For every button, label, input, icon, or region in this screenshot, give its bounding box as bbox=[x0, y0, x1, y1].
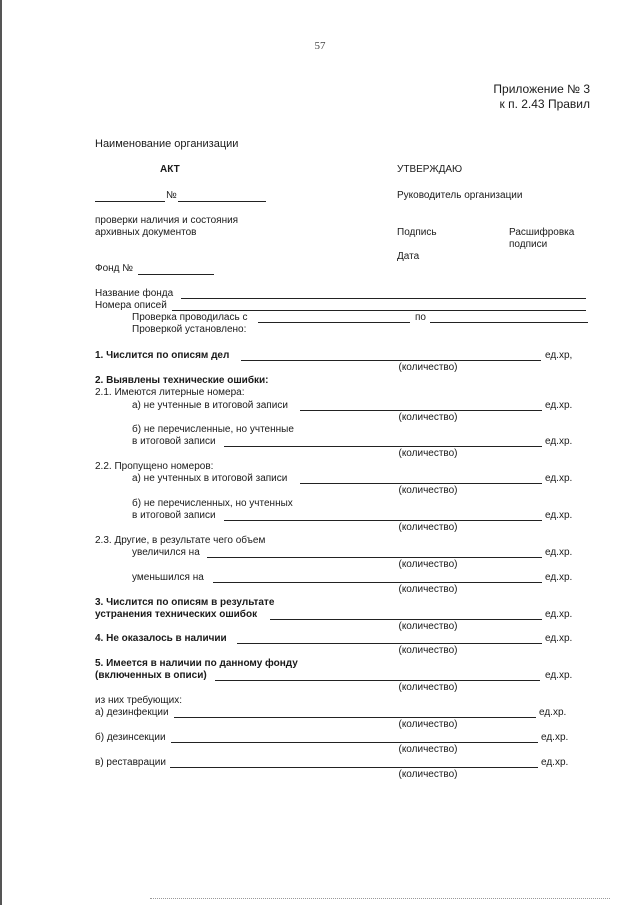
fund-number-line bbox=[138, 274, 214, 275]
check-to-line bbox=[430, 322, 588, 323]
section-5-unit: ед.хр. bbox=[545, 670, 573, 681]
approval-title: УТВЕРЖДАЮ bbox=[397, 164, 463, 175]
approval-head: Руководитель организации bbox=[397, 190, 523, 201]
section-2-label: 2. Выявлены технические ошибки: bbox=[95, 375, 269, 386]
bottom-scan-line bbox=[150, 898, 610, 899]
section-2-1b-unit: ед.хр. bbox=[545, 436, 573, 447]
section-2-1-label: 2.1. Имеются литерные номера: bbox=[95, 387, 245, 398]
section-2-2b-unit: ед.хр. bbox=[545, 510, 573, 521]
quantity-caption: (количество) bbox=[398, 719, 458, 730]
org-name-label: Наименование организации bbox=[95, 138, 239, 150]
section-1-label: 1. Числится по описям дел bbox=[95, 350, 230, 361]
quantity-caption: (количество) bbox=[398, 584, 458, 595]
quantity-caption: (количество) bbox=[398, 682, 458, 693]
fund-name-label: Название фонда bbox=[95, 288, 174, 299]
quantity-caption: (количество) bbox=[398, 485, 458, 496]
section-3-unit: ед.хр. bbox=[545, 609, 573, 620]
section-2-1b-label-2: в итоговой записи bbox=[132, 436, 216, 447]
act-subject-line-1: проверки наличия и состояния bbox=[95, 215, 239, 226]
section-3-line bbox=[270, 619, 542, 620]
section-2-1a-label: а) не учтенные в итоговой записи bbox=[132, 400, 288, 411]
check-period-label: Проверка проводилась с bbox=[132, 312, 248, 323]
page-edge bbox=[0, 0, 2, 905]
fund-number-label: Фонд № bbox=[95, 263, 134, 274]
page-number: 57 bbox=[314, 40, 326, 52]
disinfection-label: а) дезинфекции bbox=[95, 707, 169, 718]
section-2-1b-label-1: б) не перечисленные, но учтенные bbox=[132, 424, 294, 435]
section-2-2-label: 2.2. Пропущено номеров: bbox=[95, 461, 214, 472]
section-2-3-increase-line bbox=[207, 557, 542, 558]
restoration-line bbox=[170, 767, 538, 768]
act-number-line bbox=[178, 201, 266, 202]
inventory-numbers-line bbox=[172, 310, 586, 311]
disinsection-line bbox=[171, 742, 538, 743]
disinsection-label: б) дезинсекции bbox=[95, 732, 166, 743]
section-5-label-1: 5. Имеется в наличии по данному фонду bbox=[95, 658, 298, 669]
section-1-line bbox=[241, 360, 541, 361]
established-label: Проверкой установлено: bbox=[132, 324, 247, 335]
section-2-2b-line bbox=[224, 520, 542, 521]
section-2-3-decrease-line bbox=[213, 582, 542, 583]
section-2-3-decrease-unit: ед.хр. bbox=[545, 572, 573, 583]
section-2-3-decrease-label: уменьшился на bbox=[132, 572, 204, 583]
quantity-caption: (количество) bbox=[398, 448, 458, 459]
approval-decode-line-1: Расшифровка bbox=[509, 227, 575, 238]
quantity-caption: (количество) bbox=[398, 362, 458, 373]
section-3-label-2: устранения технических ошибок bbox=[95, 609, 258, 620]
restoration-unit: ед.хр. bbox=[541, 757, 569, 768]
appendix-line-2: к п. 2.43 Правил bbox=[499, 97, 590, 111]
disinfection-unit: ед.хр. bbox=[539, 707, 567, 718]
section-4-line bbox=[237, 643, 542, 644]
approval-signature-label: Подпись bbox=[397, 227, 437, 238]
appendix-line-1: Приложение № 3 bbox=[493, 82, 590, 96]
act-number-sign: № bbox=[166, 190, 177, 201]
section-2-2b-label-1: б) не перечисленных, но учтенных bbox=[132, 498, 293, 509]
fund-name-line bbox=[181, 298, 586, 299]
quantity-caption: (количество) bbox=[398, 645, 458, 656]
disinfection-line bbox=[174, 717, 536, 718]
section-2-1a-unit: ед.хр. bbox=[545, 400, 573, 411]
section-4-label: 4. Не оказалось в наличии bbox=[95, 633, 227, 644]
check-to-label: по bbox=[415, 312, 426, 323]
disinsection-unit: ед.хр. bbox=[541, 732, 569, 743]
quantity-caption: (количество) bbox=[398, 744, 458, 755]
restoration-label: в) реставрации bbox=[95, 757, 166, 768]
section-2-2a-line bbox=[300, 483, 542, 484]
approval-decode-line-2: подписи bbox=[509, 239, 548, 250]
section-1-unit: ед.хр, bbox=[545, 350, 573, 361]
inventory-numbers-label: Номера описей bbox=[95, 300, 167, 311]
section-2-2a-unit: ед.хр. bbox=[545, 473, 573, 484]
check-from-line bbox=[258, 322, 410, 323]
requiring-label: из них требующих: bbox=[95, 695, 183, 706]
act-title: АКТ bbox=[160, 164, 180, 175]
quantity-caption: (количество) bbox=[398, 559, 458, 570]
quantity-caption: (количество) bbox=[398, 769, 458, 780]
section-5-label-2: (включенных в описи) bbox=[95, 670, 207, 681]
section-2-2a-label: а) не учтенных в итоговой записи bbox=[132, 473, 288, 484]
section-3-label-1: 3. Числится по описям в результате bbox=[95, 597, 275, 608]
section-2-3-increase-unit: ед.хр. bbox=[545, 547, 573, 558]
section-2-3-increase-label: увеличился на bbox=[132, 547, 200, 558]
quantity-caption: (количество) bbox=[398, 522, 458, 533]
section-5-line bbox=[215, 680, 540, 681]
approval-date-label: Дата bbox=[397, 251, 420, 262]
quantity-caption: (количество) bbox=[398, 412, 458, 423]
section-4-unit: ед.хр. bbox=[545, 633, 573, 644]
act-subject-line-2: архивных документов bbox=[95, 227, 197, 238]
section-2-1a-line bbox=[300, 410, 542, 411]
section-2-3-label: 2.3. Другие, в результате чего объем bbox=[95, 535, 266, 546]
act-date-line bbox=[95, 201, 165, 202]
section-2-1b-line bbox=[224, 446, 542, 447]
section-2-2b-label-2: в итоговой записи bbox=[132, 510, 216, 521]
quantity-caption: (количество) bbox=[398, 621, 458, 632]
